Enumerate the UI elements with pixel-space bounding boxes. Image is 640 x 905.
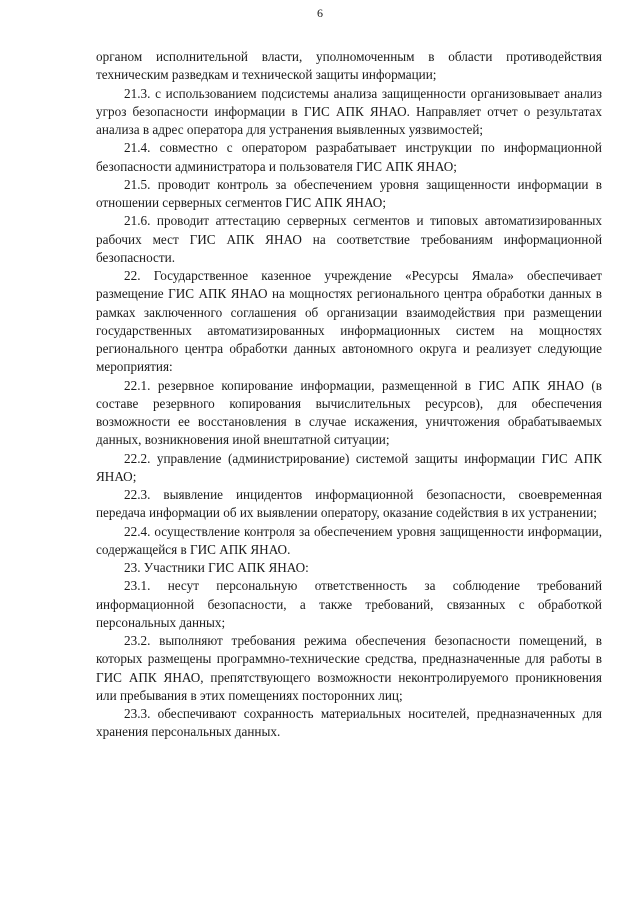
paragraph-22: 22. Государственное казенное учреждение «Ресурсы Ямала» обеспечивает размещение ГИС АПК ЯНАО на мощностях регионального центра обработки данных в рамках заключенного соглашения об организации взаимодействия при размещении государственных автоматизированных информационных систем на мощностях регионального центра обработки данных автономного округа и реализует следующие мероприятия: <box>96 268 602 375</box>
paragraph-23-1: 23.1. несут персональную ответственность за соблюдение требований информационной безопасности, а также требований, связанных с обработкой персональных данных; <box>96 578 602 630</box>
paragraph-22-4: 22.4. осуществление контроля за обеспечением уровня защищенности информации, содержащейся в ГИС АПК ЯНАО. <box>96 523 602 557</box>
paragraph-23: 23. Участники ГИС АПК ЯНАО: <box>124 560 309 575</box>
paragraph-21-3: 21.3. с использованием подсистемы анализа защищенности организовывает анализ угроз безопасности информации в ГИС АПК ЯНАО. Направляет отчет о результатах анализа в адрес оператора для устранения выявленных уязвимостей; <box>96 85 602 137</box>
document-body <box>96 48 602 742</box>
paragraph-22-1: 22.1. резервное копирование информации, размещенной в ГИС АПК ЯНАО (в составе резервного копирования вычислительных ресурсов), для обеспечения возможности ее восстановления в случае искажения, уничтожения обрабатываемых данных, возникновения иной внештатной ситуации; <box>96 377 602 448</box>
paragraph-22-3: 22.3. выявление инцидентов информационной безопасности, своевременная передача информации об их выявлении оператору, оказание содействия в их устранении; <box>96 487 602 521</box>
paragraph-23-2: 23.2. выполняют требования режима обеспечения безопасности помещений, в которых размещены программно-технические средства, предназначенные для работы в ГИС АПК ЯНАО, препятствующего возможности неконтролируемого проникновения или пребывания в этих помещениях посторонних лиц; <box>96 633 602 703</box>
paragraph-21-5: 21.5. проводит контроль за обеспечением уровня защищенности информации в отношении серверных сегментов ГИС АПК ЯНАО; <box>96 176 602 210</box>
paragraph-23-3: 23.3. обеспечивают сохранность материальных носителей, предназначенных для хранения персональных данных. <box>96 706 602 740</box>
paragraph-continuation: органом исполнительной власти, уполномоченным в области противодействия техническим разведкам и технической защиты информации; <box>96 49 602 83</box>
paragraph-22-2: 22.2. управление (администрирование) системой защиты информации ГИС АПК ЯНАО; <box>96 450 602 484</box>
page-number: 6 <box>317 6 323 20</box>
paragraph-21-4: 21.4. совместно с оператором разрабатывает инструкции по информационной безопасности администратора и пользователя ГИС АПК ЯНАО; <box>96 140 602 174</box>
paragraph-21-6: 21.6. проводит аттестацию серверных сегментов и типовых автоматизированных рабочих мест ГИС АПК ЯНАО на соответствие требованиям информационной безопасности. <box>96 213 602 265</box>
